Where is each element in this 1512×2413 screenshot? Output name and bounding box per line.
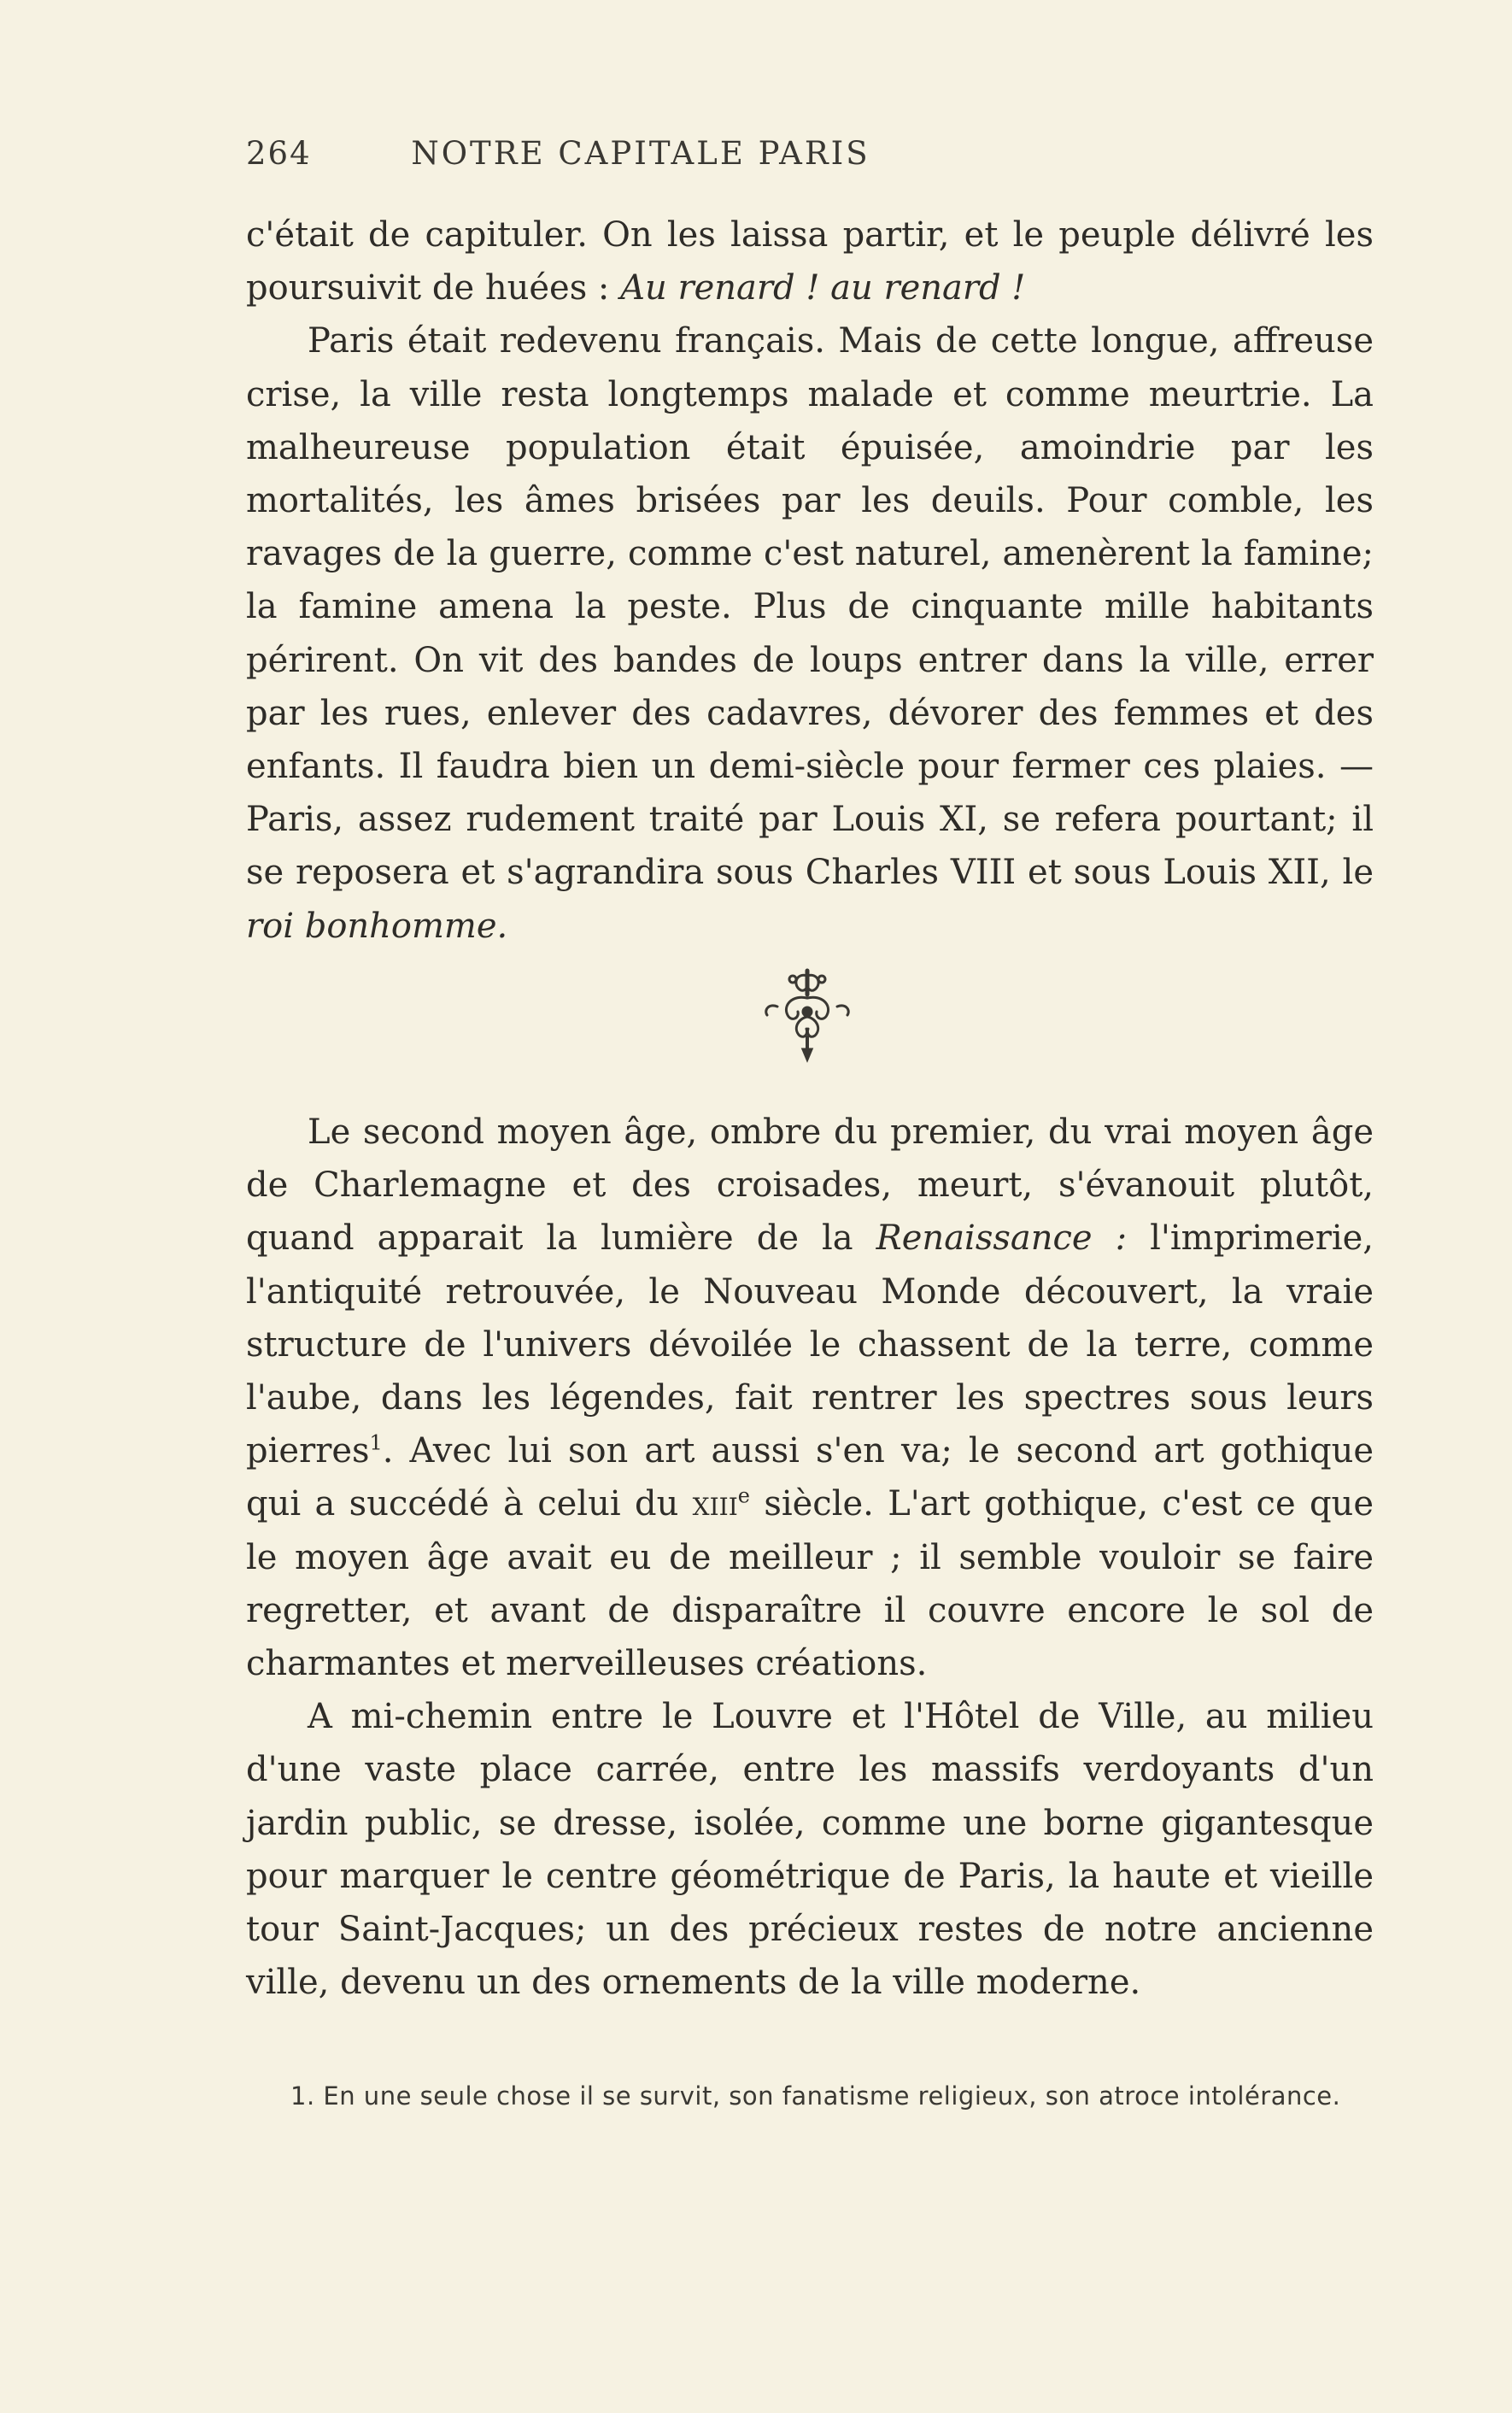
italic-text: Au renard ! au renard ! xyxy=(620,268,1026,308)
text-block-top xyxy=(246,208,1374,953)
paragraph-text: c'était de capituler. On les laissa partir, et le peuple délivré les poursuivit de huées : xyxy=(246,215,1374,308)
paragraph-continuation xyxy=(246,208,1374,314)
italic-text: roi bonhomme. xyxy=(246,906,508,946)
paragraph-text: Le second moyen âge, ombre du premier, du vrai moyen âge de Charlemagne et des croisades, meurt, s'évanouit plutôt, quand apparait la lumière de la xyxy=(246,1113,1374,1259)
footnote-reference[interactable]: 1 xyxy=(369,1430,383,1455)
paragraph xyxy=(246,1690,1374,2009)
footnote-number: 1. xyxy=(290,2081,315,2111)
running-head xyxy=(246,135,1035,178)
paragraph-text: Paris était redevenu français. Mais de cette longue, affreuse crise, la ville resta longtemps malade et comme meurtrie. La malheureuse population était épuisée, amoindrie par les mortalités, les âmes brisées par les deuils. Pour comble, les ravages de la guerre, comme c'est naturel, amenèrent la famine; la famine amena la peste. Plus de cinquante mille habitants périrent. On vit des bandes de loups entrer dans la ville, errer par les rues, enlever des cadavres, dévorer des femmes et des enfants. Il faudra bien un demi-siècle pour fermer ces plaies. —Paris, assez rudement traité par Louis XI, se refera pourtant; il se reposera et s'agrandira sous Charles VIII et sous Louis XII, le xyxy=(246,321,1374,893)
page-number: 264 xyxy=(246,135,312,172)
text-block-bottom xyxy=(246,1106,1374,2009)
paragraph-text: . Avec lui son art aussi s'en va; le second art gothique qui a succédé à celui du xyxy=(246,1431,1374,1524)
italic-text: Renaissance : xyxy=(876,1218,1128,1259)
footnote-text: En une seule chose il se survit, son fanatisme religieux, son atroce intolérance. xyxy=(323,2081,1341,2111)
paragraph xyxy=(246,1106,1374,1690)
running-title: NOTRE CAPITALE PARIS xyxy=(411,135,870,172)
century-numeral: xiii xyxy=(692,1484,738,1524)
paragraph-text: l'imprimerie, l'antiquité retrouvée, le Nouveau Monde découvert, la vraie structure de l'univers dévoilée le chassent de la terre, comme l'aube, dans les légendes, fait rentrer les spectres sous leurs pierres xyxy=(246,1218,1374,1471)
paragraph-text: A mi-chemin entre le Louvre et l'Hôtel de Ville, au milieu d'une vaste place carrée, entre les massifs verdoyants d'un jardin public, se dresse, isolée, comme une borne gigantesque pour marquer le centre géométrique de Paris, la haute et vieille tour Saint-Jacques; un des précieux restes de notre ancienne ville, devenu un des ornements de la ville moderne. xyxy=(246,1697,1374,2003)
paragraph-text: siècle. L'art gothique, c'est ce que le moyen âge avait eu de meilleur ; il semble vouloir se faire regretter, et avant de disparaître il couvre encore le sol de charmantes et merveilleuses créations. xyxy=(246,1484,1374,1684)
century-superscript: e xyxy=(737,1484,750,1509)
fleuron-ornament-icon xyxy=(743,964,871,1075)
footnote xyxy=(246,2076,1374,2116)
paragraph xyxy=(246,314,1374,952)
